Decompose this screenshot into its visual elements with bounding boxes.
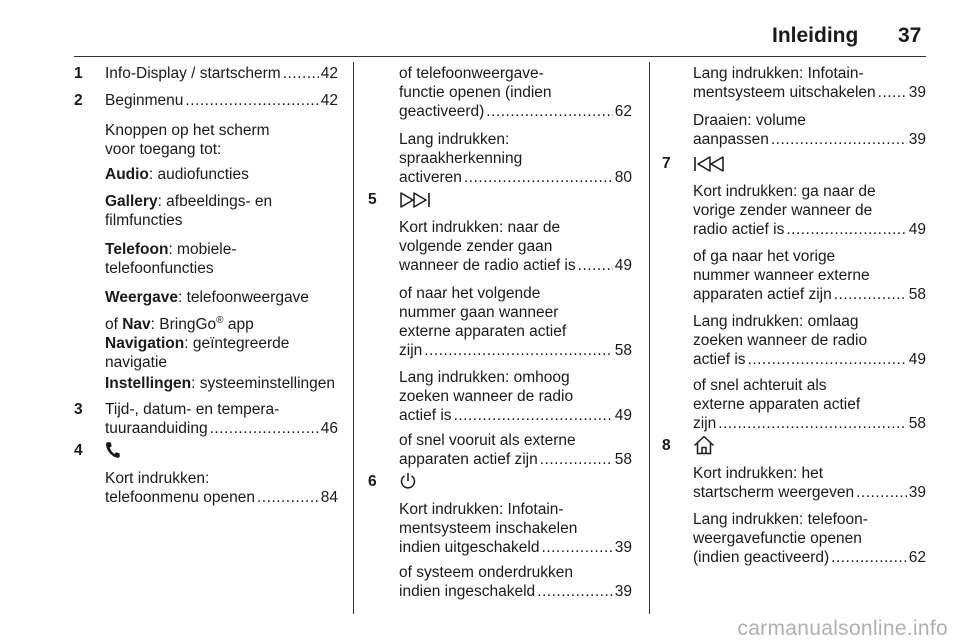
page-ref: 58	[908, 415, 926, 432]
index-entry: of naar het volgende nummer gaan wanneer externe apparaten actief zijn ..... 58	[399, 284, 632, 360]
index-entry: Lang indrukken: telefoon- weergavefunctie openen (indien geactiveerd) ..... 62	[693, 510, 926, 567]
gallery-entry: Gallery: afbeeldings- en filmfuncties	[105, 193, 273, 229]
index-entry	[105, 64, 338, 83]
weergave-entry: Weergave: telefoonweergave	[105, 289, 309, 306]
entry-text: Beginmenu	[105, 92, 184, 109]
item-number: 5	[368, 191, 377, 208]
page-ref: 58	[614, 342, 632, 359]
page-ref: 49	[908, 351, 926, 368]
item-number: 1	[74, 65, 83, 82]
item-number: 3	[74, 401, 83, 418]
index-entry: Kort indrukken: het startscherm weergeven ..... 39	[693, 464, 926, 502]
index-entry: of snel vooruit als externe apparaten actief zijn ..... 58	[399, 431, 632, 469]
page-ref: 39	[614, 539, 632, 556]
entry-text: Info-Display / startscherm	[105, 65, 281, 82]
phone-icon	[105, 441, 121, 459]
index-entry: of telefoonweergave- functie openen (indien geactiveerd) ..... 62	[399, 64, 632, 121]
page-title: Inleiding	[772, 24, 859, 47]
index-entry: Lang indrukken: omlaag zoeken wanneer de radio actief is ..... 49	[693, 312, 926, 369]
index-entry: of ga naar het vorige nummer wanneer externe apparaten actief zijn ..... 58	[693, 247, 926, 304]
navigation-entry: Navigation: geïntegreerde navigatie	[105, 335, 290, 371]
page-number: 37	[898, 24, 922, 47]
page-ref: 58	[614, 451, 632, 468]
item-number: 8	[662, 437, 671, 454]
previous-track-icon	[693, 155, 729, 173]
page-ref: 39	[614, 583, 632, 600]
page-ref: 39	[908, 484, 926, 501]
page-ref: 39	[908, 84, 926, 101]
nav-entry: of Nav: BringGo® app	[105, 315, 254, 334]
item-number: 2	[74, 92, 83, 109]
index-entry: Kort indrukken: naar de volgende zender gaan wanneer de radio actief is ..... 49	[399, 218, 632, 275]
index-entry: Draaien: volume aanpassen ..... 39	[693, 111, 926, 149]
index-entry: Kort indrukken: telefoonmenu openen ..... 84	[105, 469, 338, 507]
item-number: 7	[662, 155, 671, 172]
audio-entry: Audio: audiofuncties	[105, 166, 249, 183]
page-ref: 49	[614, 257, 632, 274]
index-entry: Lang indrukken: omhoog zoeken wanneer de radio actief is ..... 49	[399, 368, 632, 425]
index-entry	[105, 91, 338, 110]
page-ref: 80	[614, 169, 632, 186]
home-icon	[693, 434, 715, 456]
page-ref: 42	[320, 65, 338, 82]
index-entry: Kort indrukken: ga naar de vorige zender wanneer de radio actief is ..... 49	[693, 182, 926, 239]
page-ref: 49	[614, 407, 632, 424]
index-entry: Lang indrukken: spraakherkenning activeren ..... 80	[399, 130, 632, 187]
index-entry: Kort indrukken: Infotain- mentsysteem inschakelen indien uitgeschakeld ..... 39	[399, 500, 632, 557]
page-ref: 62	[908, 549, 926, 566]
item-number: 6	[368, 473, 377, 490]
next-track-icon	[399, 191, 435, 209]
page-ref: 46	[320, 420, 338, 437]
page-ref: 39	[908, 131, 926, 148]
index-entry: of systeem onderdrukken indien ingeschakeld ..... 39	[399, 563, 632, 601]
column-divider-1	[353, 62, 354, 614]
header-rule	[74, 56, 926, 57]
power-icon	[399, 472, 417, 490]
page-ref: 62	[614, 103, 632, 120]
telefoon-entry: Telefoon: mobiele- telefoonfuncties	[105, 241, 237, 277]
index-entry: of snel achteruit als externe apparaten actief zijn ..... 58	[693, 376, 926, 433]
page-ref: 49	[908, 221, 926, 238]
page-ref: 84	[320, 489, 338, 506]
watermark: carmanualsonline.info	[737, 617, 948, 640]
intro-text: Knoppen op het scherm voor toegang tot:	[105, 122, 270, 158]
column-divider-2	[649, 62, 650, 614]
index-entry: Tijd-, datum- en tempera- tuuraanduiding ..... 46	[105, 400, 338, 438]
item-number: 4	[74, 442, 83, 459]
page-ref: 58	[908, 286, 926, 303]
page-ref: 42	[320, 92, 338, 109]
index-entry: Lang indrukken: Infotain- mentsysteem uitschakelen ..... 39	[693, 64, 926, 102]
instellingen-entry: Instellingen: systeeminstellingen	[105, 375, 335, 392]
